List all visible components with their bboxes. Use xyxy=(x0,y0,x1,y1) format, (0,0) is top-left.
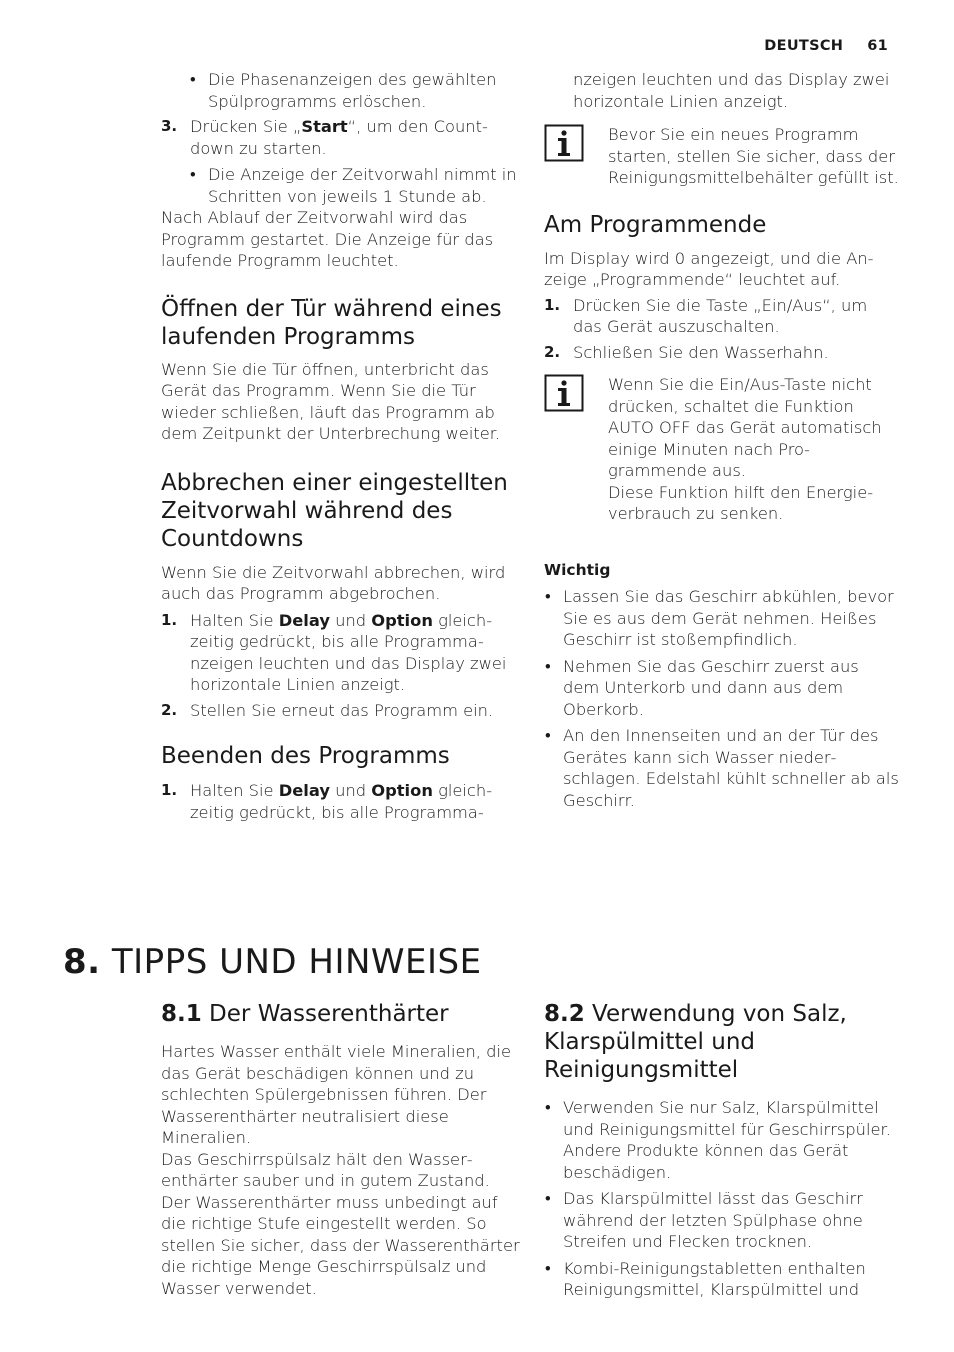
list-item: • Kombi-Reinigungstabletten enthalten Reinigungsmittel, Klarspülmittel und xyxy=(544,1258,900,1301)
page-number: 61 xyxy=(867,38,888,54)
chapter-title: TIPPS UND HINWEISE xyxy=(111,942,482,982)
heading-door-open: Öffnen der Tür während eines laufenden Programms xyxy=(161,295,502,350)
info-note-2 xyxy=(544,374,900,525)
program-end-step-1: 1. Drücken Sie die Taste „Ein/Aus“, um das Gerät auszuschalten. xyxy=(544,295,868,336)
info-icon xyxy=(544,124,584,162)
delay-label: Delay xyxy=(278,610,330,630)
section-title: Verwendung von Salz, Klarspülmittel und Reinigungsmittel xyxy=(544,1001,847,1083)
step3-bullet-list xyxy=(161,164,521,207)
list-item: • Nehmen Sie das Geschirr zuerst aus dem Unterkorb und dann aus dem Oberkorb. xyxy=(544,656,900,721)
heading-end-program: Beenden des Programms xyxy=(161,743,450,769)
section-title: Der Wasserenthärter xyxy=(201,1001,449,1027)
cancel-step-1: 1. Halten Sie Delay und Option gleichzeitig gedrückt, bis alle Programmanzeigen leuchten und das Display zwei horizontale Linien anzeigt. xyxy=(161,610,507,694)
paragraph-program-end: Im Display wird 0 angezeigt, und die Anzeige „Programmende“ leuchtet auf. xyxy=(544,248,874,289)
chapter-number: 8. xyxy=(63,942,101,982)
step-number: 1. xyxy=(544,295,561,314)
section-number: 8.1 xyxy=(161,1001,202,1027)
list-item: • Das Klarspülmittel lässt das Geschirr während der letzten Spülphase ohne Streifen und Flecken trocknen. xyxy=(544,1188,900,1253)
heading-program-end: Am Programmende xyxy=(544,211,767,238)
start-label: Start xyxy=(301,117,348,136)
paragraph: Hartes Wasser enthält viele Mineralien, die das Gerät beschädigen können und zu schlechten Spülergebnissen führen. Der Wasserenthärter neutralisiert diese Mineralien. xyxy=(161,1042,512,1147)
step-number: 3. xyxy=(161,117,178,135)
step-number: 1. xyxy=(161,781,178,799)
heading-important: Wichtig xyxy=(544,560,611,579)
paragraph-after-countdown: Nach Ablauf der Zeitvorwahl wird das Programm gestartet. Die Anzeige für das laufende Programm leuchtet. xyxy=(161,208,494,270)
note-text: Bevor Sie ein neues Programm starten, stellen Sie sicher, dass der Reinigungsmittelbehälter gefüllt ist. xyxy=(608,125,899,187)
usage-list xyxy=(544,1097,900,1301)
end-steps xyxy=(161,780,521,823)
delay-label: Delay xyxy=(278,781,330,800)
step-number: 1. xyxy=(161,610,178,629)
info-note-1 xyxy=(544,124,900,189)
chapter-heading xyxy=(63,940,482,984)
right-column xyxy=(544,69,900,816)
list-item: • Verwenden Sie nur Salz, Klarspülmittel und Reinigungsmittel für Geschirrspüler. Andere Produkte können das Gerät beschädigen. xyxy=(544,1097,900,1183)
program-end-step-2: 2. Schließen Sie den Wasserhahn. xyxy=(544,342,829,362)
list-item: • Die Phasenanzeigen des gewählten Spülprogramms erlöschen. xyxy=(189,69,521,112)
step-number: 2. xyxy=(161,700,178,719)
option-label: Option xyxy=(371,781,433,800)
step-number: 2. xyxy=(544,342,561,361)
list-item: • An den Innenseiten und an der Tür des Gerätes kann sich Wasser niederschlagen. Edelstahl kühlt schneller ab als Geschirr. xyxy=(544,725,900,811)
top-bullet-list xyxy=(161,69,521,112)
paragraph-door-open: Wenn Sie die Tür öffnen, unterbricht das Gerät das Programm. Wenn Sie die Tür wieder schließen, läuft das Programm ab dem Zeitpunkt der Unterbrechung weiter. xyxy=(161,359,501,443)
left-column xyxy=(161,69,521,827)
note-text: Wenn Sie die Ein/Aus-Taste nicht drücken, schaltet die Funktion AUTO OFF das Gerät automatisch einige Minuten nach Programmende aus. xyxy=(608,375,882,480)
list-item: • Lassen Sie das Geschirr abkühlen, bevor Sie es aus dem Gerät nehmen. Heißes Geschirr ist stoßempfindlich. xyxy=(544,586,900,651)
section-number: 8.2 xyxy=(544,1001,585,1027)
important-list xyxy=(544,586,900,811)
continued-step-text: nzeigen leuchten und das Display zwei horizontale Linien anzeigt. xyxy=(573,70,890,111)
heading-cancel-delay: Abbrechen einer eingestellten Zeitvorwahl während des Countdowns xyxy=(161,469,508,552)
section-8-2 xyxy=(544,1000,900,1306)
section-heading xyxy=(161,1000,521,1028)
step-3: 3. Drücken Sie „Start“, um den Countdown zu starten. xyxy=(161,117,488,158)
section-label: DEUTSCH xyxy=(764,38,844,54)
note-text: Diese Funktion hilft den Energieverbrauch zu senken. xyxy=(608,482,874,523)
cancel-steps xyxy=(161,610,521,722)
page-header xyxy=(764,38,888,54)
list-item: • Die Anzeige der Zeitvorwahl nimmt in Schritten von jeweils 1 Stunde ab. xyxy=(189,164,521,207)
program-end-steps xyxy=(544,295,900,364)
step-list-start xyxy=(161,116,521,159)
section-heading xyxy=(544,1000,900,1084)
option-label: Option xyxy=(371,610,433,630)
cancel-step-2: 2. Stellen Sie erneut das Programm ein. xyxy=(161,700,494,720)
paragraph-cancel-delay: Wenn Sie die Zeitvorwahl abbrechen, wird auch das Programm abgebrochen. xyxy=(161,562,506,603)
paragraph: Das Geschirrspülsalz hält den Wasserenthärter sauber und in gutem Zustand. Der Wasserenthärter muss unbedingt auf die richtige Stufe eingestellt werden. So stellen Sie sicher, dass der Wasserenthärter die richtige Menge Geschirrspülsalz und Wasser verwendet. xyxy=(161,1149,520,1298)
section-8-1 xyxy=(161,1000,521,1299)
end-step-1: 1. Halten Sie Delay und Option gleichzeitig gedrückt, bis alle Programma- xyxy=(161,781,493,822)
info-icon xyxy=(544,374,584,412)
